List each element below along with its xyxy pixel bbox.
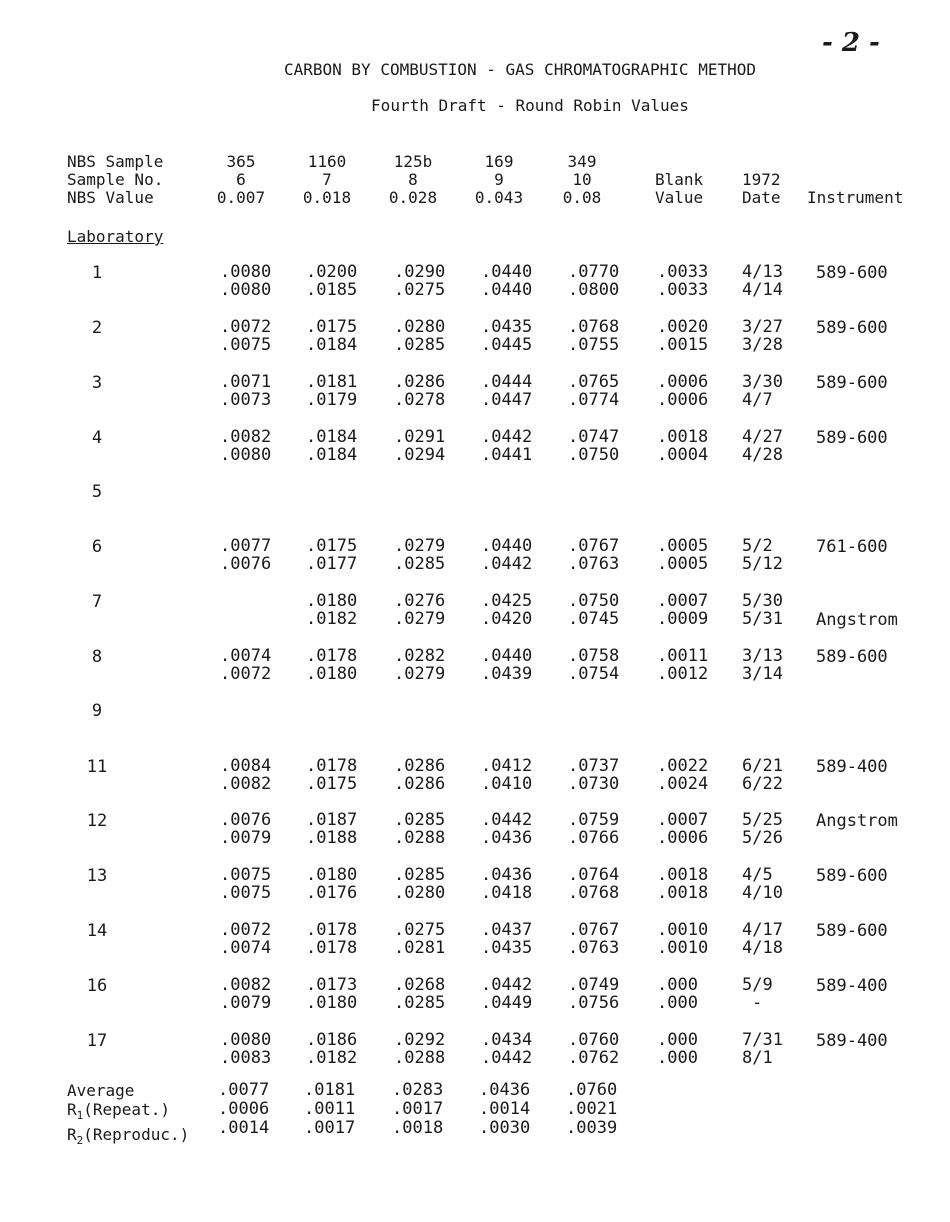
- lab-value-cell: .0179: [306, 390, 358, 410]
- lab-value-cell: .0288: [394, 1048, 446, 1068]
- date-cell: 3/14: [742, 664, 783, 684]
- date-cell: 5/2: [742, 536, 773, 556]
- lab-value-cell: .0182: [306, 609, 358, 629]
- lab-value-cell: .0412: [481, 756, 533, 776]
- blank-value-cell: .0018: [657, 865, 709, 885]
- lab-value-cell: .0750: [568, 591, 620, 611]
- date-cell: 4/28: [742, 445, 783, 465]
- lab-value-cell: .0288: [394, 828, 446, 848]
- header-sample-1160: 1160 7 0.018: [302, 152, 352, 207]
- summary-r2-cell: .0030: [479, 1118, 531, 1138]
- summary-label-r2: $R_2(Reproduc.)$: [67, 1125, 190, 1148]
- lab-value-cell: .0279: [394, 609, 446, 629]
- lab-value-cell: .0745: [568, 609, 620, 629]
- lab-value-cell: .0173: [306, 975, 358, 995]
- instrument-cell: 589-600: [816, 866, 888, 886]
- blank-value-cell: .0024: [657, 774, 709, 794]
- lab-value-cell: .0268: [394, 975, 446, 995]
- lab-value-cell: .0177: [306, 554, 358, 574]
- blank-value-cell: .0022: [657, 756, 709, 776]
- lab-value-cell: .0275: [394, 280, 446, 300]
- lab-value-cell: .0410: [481, 774, 533, 794]
- lab-value-cell: .0286: [394, 756, 446, 776]
- lab-value-cell: .0282: [394, 646, 446, 666]
- blank-value-cell: .0033: [657, 280, 709, 300]
- blank-value-cell: .0007: [657, 810, 709, 830]
- lab-value-cell: .0181: [306, 372, 358, 392]
- lab-value-cell: .0187: [306, 810, 358, 830]
- lab-value-cell: .0768: [568, 317, 620, 337]
- lab-value-cell: .0084: [220, 756, 272, 776]
- lab-value-cell: .0756: [568, 993, 620, 1013]
- date-cell: 3/30: [742, 372, 783, 392]
- lab-number: 9: [91, 701, 103, 721]
- lab-value-cell: .0178: [306, 920, 358, 940]
- lab-value-cell: .0285: [394, 810, 446, 830]
- lab-value-cell: .0442: [481, 810, 533, 830]
- date-cell: 4/14: [742, 280, 783, 300]
- date-cell: 5/12: [742, 554, 783, 574]
- lab-value-cell: .0079: [220, 993, 272, 1013]
- instrument-cell: Angstrom: [816, 610, 898, 630]
- date-cell: 6/22: [742, 774, 783, 794]
- date-cell: 5/31: [742, 609, 783, 629]
- blank-value-cell: .0010: [657, 920, 709, 940]
- lab-value-cell: .0800: [568, 280, 620, 300]
- blank-value-cell: .0006: [657, 372, 709, 392]
- summary-average-cell: .0181: [304, 1080, 356, 1100]
- lab-value-cell: .0071: [220, 372, 272, 392]
- summary-average-cell: .0077: [218, 1080, 270, 1100]
- lab-value-cell: .0449: [481, 993, 533, 1013]
- lab-value-cell: .0076: [220, 554, 272, 574]
- lab-value-cell: .0072: [220, 664, 272, 684]
- blank-value-cell: .0009: [657, 609, 709, 629]
- instrument-cell: 589-400: [816, 1031, 888, 1051]
- blank-value-cell: .0018: [657, 883, 709, 903]
- summary-labels: [67, 1081, 189, 1150]
- lab-value-cell: .0755: [568, 335, 620, 355]
- lab-value-cell: .0434: [481, 1030, 533, 1050]
- lab-value-cell: .0074: [220, 938, 272, 958]
- lab-value-cell: .0754: [568, 664, 620, 684]
- header-sample-125b: 125b 8 0.028: [388, 152, 438, 207]
- date-cell: 4/13: [742, 262, 783, 282]
- lab-value-cell: .0082: [220, 427, 272, 447]
- summary-r2-cell: .0014: [218, 1118, 270, 1138]
- lab-value-cell: .0440: [481, 280, 533, 300]
- lab-value-cell: .0080: [220, 1030, 272, 1050]
- blank-value-cell: .0010: [657, 938, 709, 958]
- instrument-cell: 589-400: [816, 976, 888, 996]
- document-title: CARBON BY COMBUSTION - GAS CHROMATOGRAPHIC METHOD: [283, 60, 756, 79]
- lab-value-cell: .0292: [394, 1030, 446, 1050]
- lab-value-cell: .0760: [568, 1030, 620, 1050]
- summary-r2-cell: .0039: [566, 1118, 618, 1138]
- header-date: 1972 Date: [742, 170, 781, 207]
- lab-value-cell: .0080: [220, 280, 272, 300]
- lab-value-cell: .0080: [220, 262, 272, 282]
- lab-value-cell: .0440: [481, 262, 533, 282]
- lab-value-cell: .0442: [481, 1048, 533, 1068]
- lab-value-cell: .0082: [220, 975, 272, 995]
- instrument-cell: 589-400: [816, 757, 888, 777]
- summary-average-cell: .0436: [479, 1080, 531, 1100]
- lab-value-cell: .0750: [568, 445, 620, 465]
- lab-value-cell: .0763: [568, 554, 620, 574]
- instrument-cell: 761-600: [816, 537, 888, 557]
- lab-value-cell: .0442: [481, 975, 533, 995]
- lab-value-cell: .0280: [394, 883, 446, 903]
- lab-number: 8: [91, 647, 103, 667]
- header-sample-349: 349 10 0.08: [562, 152, 602, 207]
- summary-average-cell: .0283: [392, 1080, 444, 1100]
- lab-value-cell: .0185: [306, 280, 358, 300]
- lab-value-cell: .0766: [568, 828, 620, 848]
- date-cell: 5/9: [742, 975, 773, 995]
- lab-value-cell: .0275: [394, 920, 446, 940]
- date-cell: 4/18: [742, 938, 783, 958]
- lab-number: 17: [86, 1031, 108, 1051]
- date-cell: 3/28: [742, 335, 783, 355]
- lab-value-cell: .0435: [481, 938, 533, 958]
- blank-value-cell: .0018: [657, 427, 709, 447]
- date-cell: 7/31: [742, 1030, 783, 1050]
- blank-value-cell: .0011: [657, 646, 709, 666]
- lab-value-cell: .0276: [394, 591, 446, 611]
- blank-value-cell: .000: [657, 1048, 698, 1068]
- lab-value-cell: .0767: [568, 536, 620, 556]
- lab-value-cell: .0184: [306, 445, 358, 465]
- summary-r1-cell: .0006: [218, 1099, 270, 1119]
- lab-value-cell: .0182: [306, 1048, 358, 1068]
- lab-value-cell: .0178: [306, 756, 358, 776]
- date-cell: 3/27: [742, 317, 783, 337]
- lab-value-cell: .0774: [568, 390, 620, 410]
- instrument-cell: Angstrom: [816, 811, 898, 831]
- lab-number: 13: [86, 866, 108, 886]
- lab-value-cell: .0442: [481, 427, 533, 447]
- blank-value-cell: .0006: [657, 828, 709, 848]
- page-number: - 2 -: [822, 28, 880, 58]
- lab-value-cell: .0175: [306, 317, 358, 337]
- instrument-cell: 589-600: [816, 373, 888, 393]
- header-instrument: Instrument: [807, 188, 904, 207]
- lab-value-cell: .0176: [306, 883, 358, 903]
- header-sample-169: 169 9 0.043: [474, 152, 524, 207]
- date-cell: 4/7: [742, 390, 773, 410]
- lab-value-cell: .0444: [481, 372, 533, 392]
- lab-value-cell: .0178: [306, 938, 358, 958]
- lab-number: 6: [91, 537, 103, 557]
- lab-number: 2: [91, 318, 103, 338]
- instrument-cell: 589-600: [816, 263, 888, 283]
- lab-value-cell: .0075: [220, 883, 272, 903]
- lab-value-cell: .0435: [481, 317, 533, 337]
- lab-value-cell: .0737: [568, 756, 620, 776]
- lab-value-cell: .0747: [568, 427, 620, 447]
- blank-value-cell: .0033: [657, 262, 709, 282]
- lab-value-cell: .0441: [481, 445, 533, 465]
- lab-value-cell: .0285: [394, 554, 446, 574]
- lab-value-cell: .0072: [220, 317, 272, 337]
- blank-value-cell: .0004: [657, 445, 709, 465]
- summary-label-r1: $R_1(Repeat.)$: [67, 1100, 170, 1123]
- lab-value-cell: .0764: [568, 865, 620, 885]
- header-sample-365: 365 6 0.007: [216, 152, 266, 207]
- lab-value-cell: .0436: [481, 865, 533, 885]
- lab-value-cell: .0180: [306, 865, 358, 885]
- lab-value-cell: .0180: [306, 591, 358, 611]
- summary-r1-cell: .0021: [566, 1099, 618, 1119]
- blank-value-cell: .000: [657, 993, 698, 1013]
- lab-value-cell: .0279: [394, 536, 446, 556]
- date-cell: 8/1: [742, 1048, 773, 1068]
- lab-number: 16: [86, 976, 108, 996]
- lab-value-cell: .0294: [394, 445, 446, 465]
- summary-r1-cell: .0011: [304, 1099, 356, 1119]
- lab-value-cell: .0436: [481, 828, 533, 848]
- blank-value-cell: .0020: [657, 317, 709, 337]
- instrument-cell: 589-600: [816, 428, 888, 448]
- lab-number: 1: [91, 263, 103, 283]
- blank-value-cell: .000: [657, 1030, 698, 1050]
- summary-r1-cell: .0014: [479, 1099, 531, 1119]
- lab-value-cell: .0278: [394, 390, 446, 410]
- summary-label-average: Average: [67, 1081, 135, 1100]
- lab-value-cell: .0076: [220, 810, 272, 830]
- lab-value-cell: .0286: [394, 372, 446, 392]
- blank-value-cell: .0015: [657, 335, 709, 355]
- lab-value-cell: .0077: [220, 536, 272, 556]
- lab-number: 3: [91, 373, 103, 393]
- blank-value-cell: .000: [657, 975, 698, 995]
- lab-value-cell: .0180: [306, 993, 358, 1013]
- date-cell: 4/27: [742, 427, 783, 447]
- summary-r2-cell: .0017: [304, 1118, 356, 1138]
- lab-value-cell: .0768: [568, 883, 620, 903]
- lab-value-cell: .0175: [306, 774, 358, 794]
- lab-value-cell: .0073: [220, 390, 272, 410]
- date-cell: 5/30: [742, 591, 783, 611]
- lab-value-cell: .0285: [394, 335, 446, 355]
- date-cell: 5/26: [742, 828, 783, 848]
- lab-number: 7: [91, 592, 103, 612]
- blank-value-cell: .0007: [657, 591, 709, 611]
- lab-value-cell: .0290: [394, 262, 446, 282]
- instrument-cell: 589-600: [816, 921, 888, 941]
- lab-value-cell: .0440: [481, 536, 533, 556]
- header-label-nbs-value: NBS Value: [67, 188, 154, 207]
- lab-value-cell: .0186: [306, 1030, 358, 1050]
- lab-value-cell: .0188: [306, 828, 358, 848]
- lab-value-cell: .0180: [306, 664, 358, 684]
- lab-value-cell: .0200: [306, 262, 358, 282]
- lab-value-cell: .0074: [220, 646, 272, 666]
- header-label-sample-no: Sample No.: [67, 170, 164, 189]
- lab-value-cell: .0447: [481, 390, 533, 410]
- lab-value-cell: .0420: [481, 609, 533, 629]
- lab-value-cell: .0445: [481, 335, 533, 355]
- lab-value-cell: .0279: [394, 664, 446, 684]
- lab-number: 14: [86, 921, 108, 941]
- lab-value-cell: .0425: [481, 591, 533, 611]
- blank-value-cell: .0005: [657, 554, 709, 574]
- lab-value-cell: .0440: [481, 646, 533, 666]
- lab-value-cell: .0082: [220, 774, 272, 794]
- lab-value-cell: .0439: [481, 664, 533, 684]
- lab-value-cell: .0759: [568, 810, 620, 830]
- instrument-cell: 589-600: [816, 647, 888, 667]
- lab-value-cell: .0418: [481, 883, 533, 903]
- date-cell: 6/21: [742, 756, 783, 776]
- date-cell: 4/17: [742, 920, 783, 940]
- lab-value-cell: .0749: [568, 975, 620, 995]
- lab-value-cell: .0763: [568, 938, 620, 958]
- lab-value-cell: .0758: [568, 646, 620, 666]
- lab-value-cell: .0770: [568, 262, 620, 282]
- lab-value-cell: .0762: [568, 1048, 620, 1068]
- header-blank-value: Blank Value: [655, 170, 704, 207]
- lab-value-cell: .0281: [394, 938, 446, 958]
- lab-value-cell: .0079: [220, 828, 272, 848]
- lab-value-cell: .0075: [220, 865, 272, 885]
- summary-r1-cell: .0017: [392, 1099, 444, 1119]
- header-label-nbs-sample: NBS Sample: [67, 152, 164, 171]
- laboratory-heading: Laboratory: [67, 227, 164, 246]
- lab-number: 4: [91, 428, 103, 448]
- date-cell: 3/13: [742, 646, 783, 666]
- lab-value-cell: .0765: [568, 372, 620, 392]
- lab-value-cell: .0175: [306, 536, 358, 556]
- lab-value-cell: .0285: [394, 993, 446, 1013]
- lab-value-cell: .0178: [306, 646, 358, 666]
- lab-value-cell: .0184: [306, 335, 358, 355]
- blank-value-cell: .0005: [657, 536, 709, 556]
- lab-value-cell: .0280: [394, 317, 446, 337]
- lab-value-cell: .0080: [220, 445, 272, 465]
- lab-value-cell: .0437: [481, 920, 533, 940]
- date-cell: -: [752, 993, 763, 1013]
- lab-number: 12: [86, 811, 108, 831]
- blank-value-cell: .0006: [657, 390, 709, 410]
- lab-number: 11: [86, 757, 108, 777]
- lab-value-cell: .0184: [306, 427, 358, 447]
- blank-value-cell: .0012: [657, 664, 709, 684]
- lab-value-cell: .0286: [394, 774, 446, 794]
- lab-value-cell: .0075: [220, 335, 272, 355]
- lab-value-cell: .0072: [220, 920, 272, 940]
- lab-value-cell: .0767: [568, 920, 620, 940]
- instrument-cell: 589-600: [816, 318, 888, 338]
- lab-value-cell: .0442: [481, 554, 533, 574]
- lab-value-cell: .0291: [394, 427, 446, 447]
- header-row-labels: [67, 153, 163, 207]
- date-cell: 4/10: [742, 883, 783, 903]
- document-subtitle: Fourth Draft - Round Robin Values: [371, 96, 689, 115]
- summary-r2-cell: .0018: [392, 1118, 444, 1138]
- lab-value-cell: .0285: [394, 865, 446, 885]
- lab-value-cell: .0083: [220, 1048, 272, 1068]
- date-cell: 5/25: [742, 810, 783, 830]
- lab-value-cell: .0730: [568, 774, 620, 794]
- lab-number: 5: [91, 482, 103, 502]
- summary-average-cell: .0760: [566, 1080, 618, 1100]
- date-cell: 4/5: [742, 865, 773, 885]
